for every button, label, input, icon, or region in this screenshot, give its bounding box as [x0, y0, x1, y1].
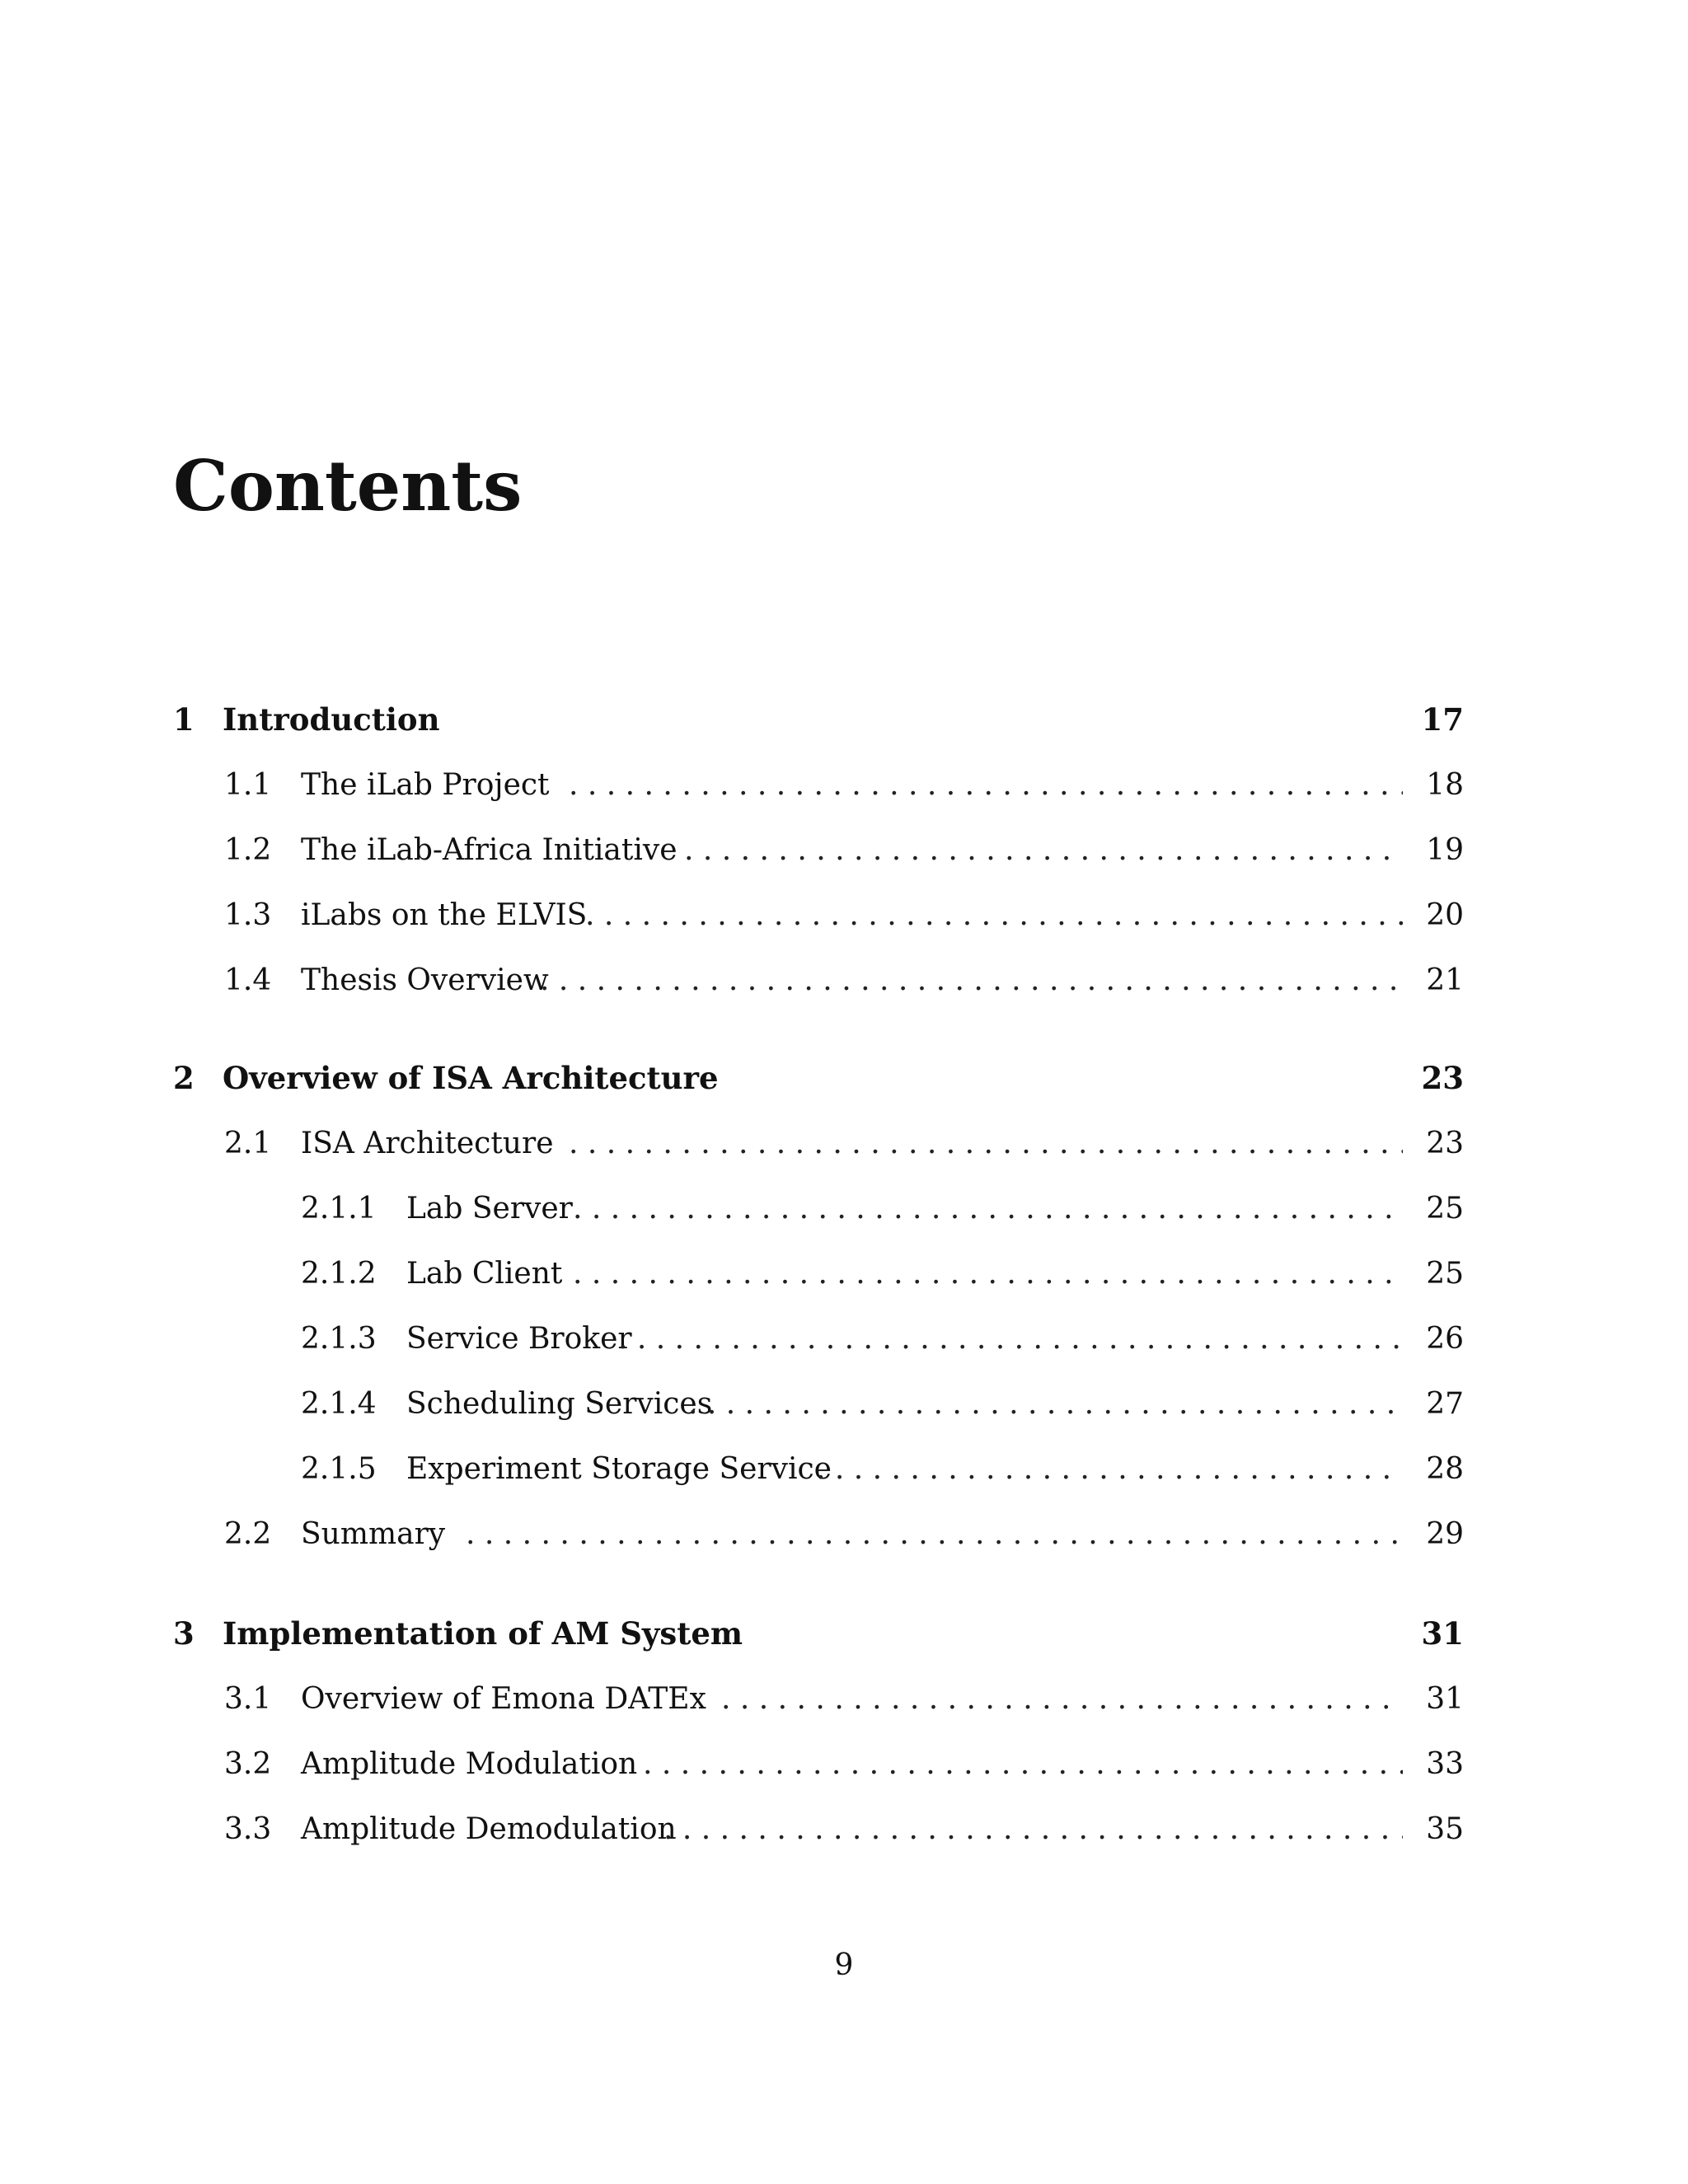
chapter-title: Overview of ISA Architecture [223, 1060, 719, 1096]
toc-subsection-entry[interactable] [0, 1184, 1688, 1234]
subsection-number: 2.1.1 [301, 1192, 377, 1226]
page-ref: 23 [1421, 1060, 1464, 1096]
dot-leader [688, 1380, 1403, 1429]
chapter-title: Introduction [223, 701, 440, 738]
subsection-number: 2.1.2 [301, 1257, 377, 1291]
section-title: Overview of Emona DATEx [301, 1682, 706, 1716]
section-title: The iLab Project [301, 768, 550, 802]
chapter-number: 2 [173, 1060, 195, 1096]
page-title: Contents [173, 445, 523, 527]
toc-subsection-entry[interactable] [0, 1445, 1688, 1494]
section-number: 1.4 [224, 963, 272, 997]
page-ref: 19 [1426, 833, 1464, 867]
section-title: ISA Architecture [301, 1127, 554, 1160]
toc-section-entry[interactable] [0, 1510, 1688, 1559]
section-title: The iLab-Africa Initiative [301, 833, 678, 867]
dot-leader [618, 1315, 1403, 1364]
page-ref: 20 [1426, 898, 1464, 932]
section-number: 3.1 [224, 1682, 272, 1716]
toc-subsection-entry[interactable] [0, 1315, 1688, 1364]
toc-section-entry[interactable] [0, 1675, 1688, 1724]
dot-leader [721, 1675, 1403, 1724]
section-number: 3.2 [224, 1747, 272, 1781]
dot-leader [569, 1119, 1403, 1169]
chapter-number: 1 [173, 701, 195, 738]
toc-chapter-entry[interactable] [0, 1053, 1688, 1103]
toc-section-entry[interactable] [0, 1740, 1688, 1789]
page-ref: 33 [1426, 1747, 1464, 1781]
chapter-title: Implementation of AM System [223, 1615, 743, 1652]
dot-leader [816, 1445, 1403, 1494]
dot-leader [466, 1510, 1403, 1559]
dot-leader [573, 1184, 1403, 1234]
dot-leader [663, 1805, 1403, 1854]
page-ref: 31 [1426, 1682, 1464, 1716]
dot-leader [573, 1249, 1403, 1299]
section-number: 1.3 [224, 898, 272, 932]
page-ref: 28 [1426, 1452, 1464, 1486]
subsection-number: 2.1.4 [301, 1387, 377, 1421]
subsection-title: Service Broker [406, 1322, 632, 1356]
page-ref: 27 [1426, 1387, 1464, 1421]
page-ref: 21 [1426, 963, 1464, 997]
subsection-title: Lab Client [406, 1257, 563, 1291]
section-number: 2.1 [224, 1127, 272, 1160]
section-title: Amplitude Modulation [301, 1747, 638, 1781]
page-ref: 23 [1426, 1127, 1464, 1160]
page-ref: 17 [1421, 701, 1464, 738]
page-ref: 18 [1426, 768, 1464, 802]
page-ref: 35 [1426, 1812, 1464, 1846]
section-number: 2.2 [224, 1517, 272, 1551]
page-number: 9 [834, 1948, 854, 1982]
subsection-title: Scheduling Services [406, 1387, 713, 1421]
dot-leader [540, 956, 1403, 1005]
section-number: 1.1 [224, 768, 272, 802]
toc-section-entry[interactable] [0, 956, 1688, 1005]
section-title: Summary [301, 1517, 446, 1551]
toc-section-entry[interactable] [0, 826, 1688, 875]
toc-subsection-entry[interactable] [0, 1380, 1688, 1429]
dot-leader [643, 1740, 1403, 1789]
toc-chapter-entry[interactable] [0, 1609, 1688, 1658]
page-ref: 25 [1426, 1257, 1464, 1291]
dot-leader [684, 826, 1403, 875]
dot-leader [585, 891, 1403, 940]
subsection-title: Lab Server [406, 1192, 573, 1226]
chapter-number: 3 [173, 1615, 195, 1652]
subsection-number: 2.1.5 [301, 1452, 377, 1486]
page-ref: 26 [1426, 1322, 1464, 1356]
toc-section-entry[interactable] [0, 1805, 1688, 1854]
section-title: Amplitude Demodulation [301, 1812, 677, 1846]
section-number: 3.3 [224, 1812, 272, 1846]
toc-section-entry[interactable] [0, 761, 1688, 810]
section-title: iLabs on the ELVIS [301, 898, 588, 932]
toc-subsection-entry[interactable] [0, 1249, 1688, 1299]
dot-leader [569, 761, 1403, 810]
toc-section-entry[interactable] [0, 1119, 1688, 1169]
page-ref: 25 [1426, 1192, 1464, 1226]
page-ref: 31 [1421, 1615, 1464, 1652]
subsection-number: 2.1.3 [301, 1322, 377, 1356]
toc-chapter-entry[interactable] [0, 695, 1688, 744]
page-ref: 29 [1426, 1517, 1464, 1551]
subsection-title: Experiment Storage Service [406, 1452, 832, 1486]
toc-section-entry[interactable] [0, 891, 1688, 940]
section-title: Thesis Overview [301, 963, 549, 997]
section-number: 1.2 [224, 833, 272, 867]
